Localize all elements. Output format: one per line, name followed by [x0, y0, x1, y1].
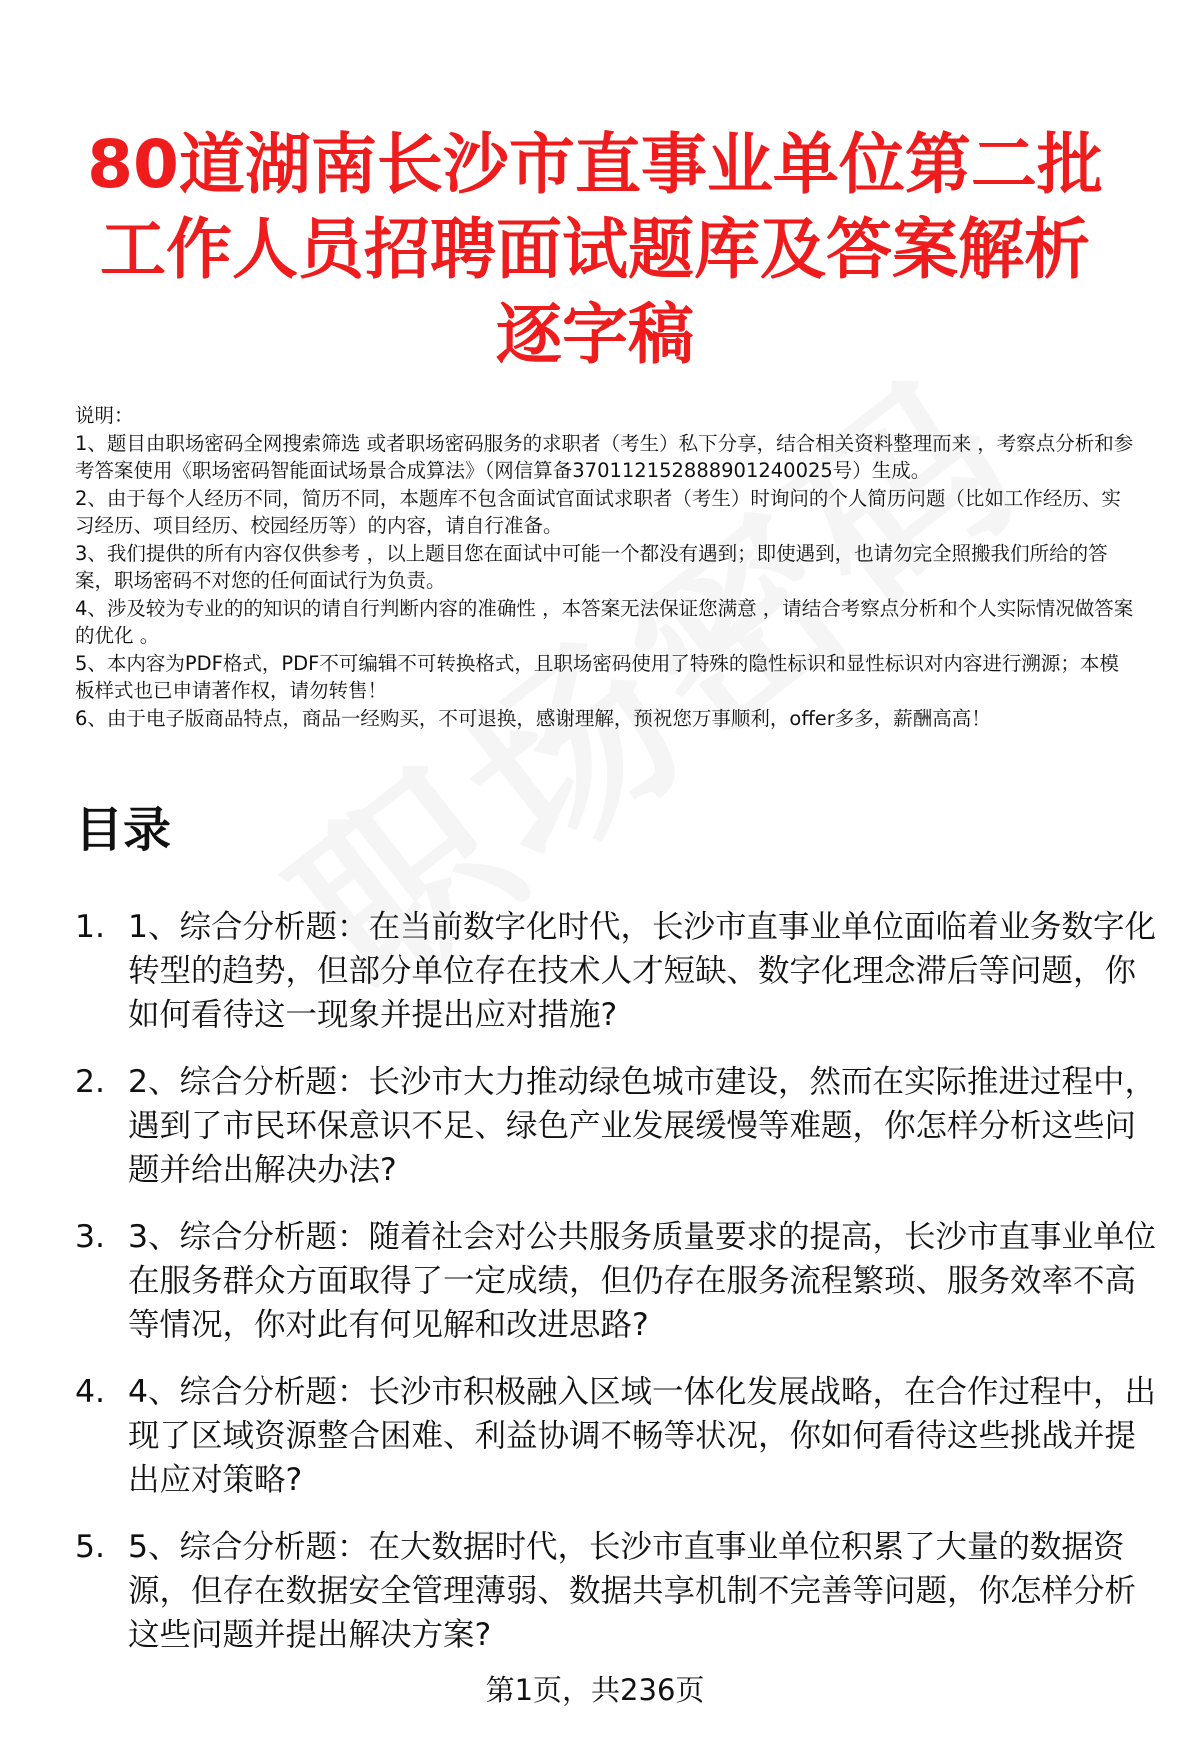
toc-list	[75, 905, 1165, 1680]
note-item-3: 3、我们提供的所有内容仅供参考 ，以上题目您在面试中可能一个都没有遇到；即使遇到，也请勿完全照搬我们所给的答案，职场密码不对您的任何面试行为负责。	[75, 541, 1108, 592]
toc-item-number: 4.	[75, 1374, 106, 1410]
page-number: 第1页，共236页	[485, 1673, 705, 1707]
toc-item-5[interactable]	[75, 1525, 1165, 1657]
document-title	[60, 122, 1130, 377]
toc-item-number: 5.	[75, 1529, 106, 1565]
title-line-3: 逐字稿	[496, 296, 694, 373]
toc-item-2[interactable]	[75, 1060, 1165, 1192]
note-item-2: 2、由于每个人经历不同，简历不同，本题库不包含面试官面试求职者（考生）时询问的个人简历问题（比如工作经历、实习经历、项目经历、校园经历等）的内容，请自行准备。	[75, 486, 1121, 537]
toc-item-text: 4、综合分析题：长沙市积极融入区域一体化发展战略，在合作过程中，出现了区域资源整合困难、利益协调不畅等状况，你如何看待这些挑战并提出应对策略?	[128, 1374, 1157, 1498]
toc-heading: 目录	[75, 802, 172, 858]
toc-item-text: 1、综合分析题：在当前数字化时代，长沙市直事业单位面临着业务数字化转型的趋势，但部分单位存在技术人才短缺、数字化理念滞后等问题，你如何看待这一现象并提出应对措施?	[128, 909, 1157, 1033]
note-item-6: 6、由于电子版商品特点，商品一经购买，不可退换，感谢理解，预祝您万事顺利，offer多多，薪酬高高！	[75, 706, 991, 730]
toc-item-4[interactable]	[75, 1370, 1165, 1502]
toc-item-number: 2.	[75, 1064, 106, 1100]
toc-item-text: 3、综合分析题：随着社会对公共服务质量要求的提高，长沙市直事业单位在服务群众方面取得了一定成绩，但仍存在服务流程繁琐、服务效率不高等情况，你对此有何见解和改进思路?	[128, 1219, 1157, 1343]
toc-item-text: 5、综合分析题：在大数据时代，长沙市直事业单位积累了大量的数据资源，但存在数据安全管理薄弱、数据共享机制不完善等问题，你怎样分析这些问题并提出解决方案?	[128, 1529, 1137, 1653]
toc-item-1[interactable]	[75, 905, 1165, 1037]
note-item-4: 4、涉及较为专业的的知识的请自行判断内容的准确性 ，本答案无法保证您满意 ，请结合考察点分析和个人实际情况做答案的优化 。	[75, 596, 1134, 647]
toc-item-number: 3.	[75, 1219, 106, 1255]
note-item-5: 5、本内容为PDF格式，PDF不可编辑不可转换格式，且职场密码使用了特殊的隐性标识和显性标识对内容进行溯源；本模板样式也已申请著作权，请勿转售！	[75, 651, 1119, 702]
toc-item-3[interactable]	[75, 1215, 1165, 1347]
notes-section	[75, 402, 1135, 732]
title-line-2: 工作人员招聘面试题库及答案解析	[100, 211, 1090, 288]
toc-item-number: 1.	[75, 909, 106, 945]
note-item-1: 1、题目由职场密码全网搜索筛选 或者职场密码服务的求职者（考生）私下分享，结合相关资料整理而来 ，考察点分析和参考答案使用《职场密码智能面试场景合成算法》（网信算备370112152888901240025号）生成。	[75, 431, 1134, 482]
title-line-1: 80道湖南长沙市直事业单位第二批	[87, 126, 1103, 203]
toc-item-text: 2、综合分析题：长沙市大力推动绿色城市建设，然而在实际推进过程中，遇到了市民环保意识不足、绿色产业发展缓慢等难题，你怎样分析这些问题并给出解决办法?	[128, 1064, 1157, 1188]
notes-heading: 说明：	[75, 404, 134, 427]
